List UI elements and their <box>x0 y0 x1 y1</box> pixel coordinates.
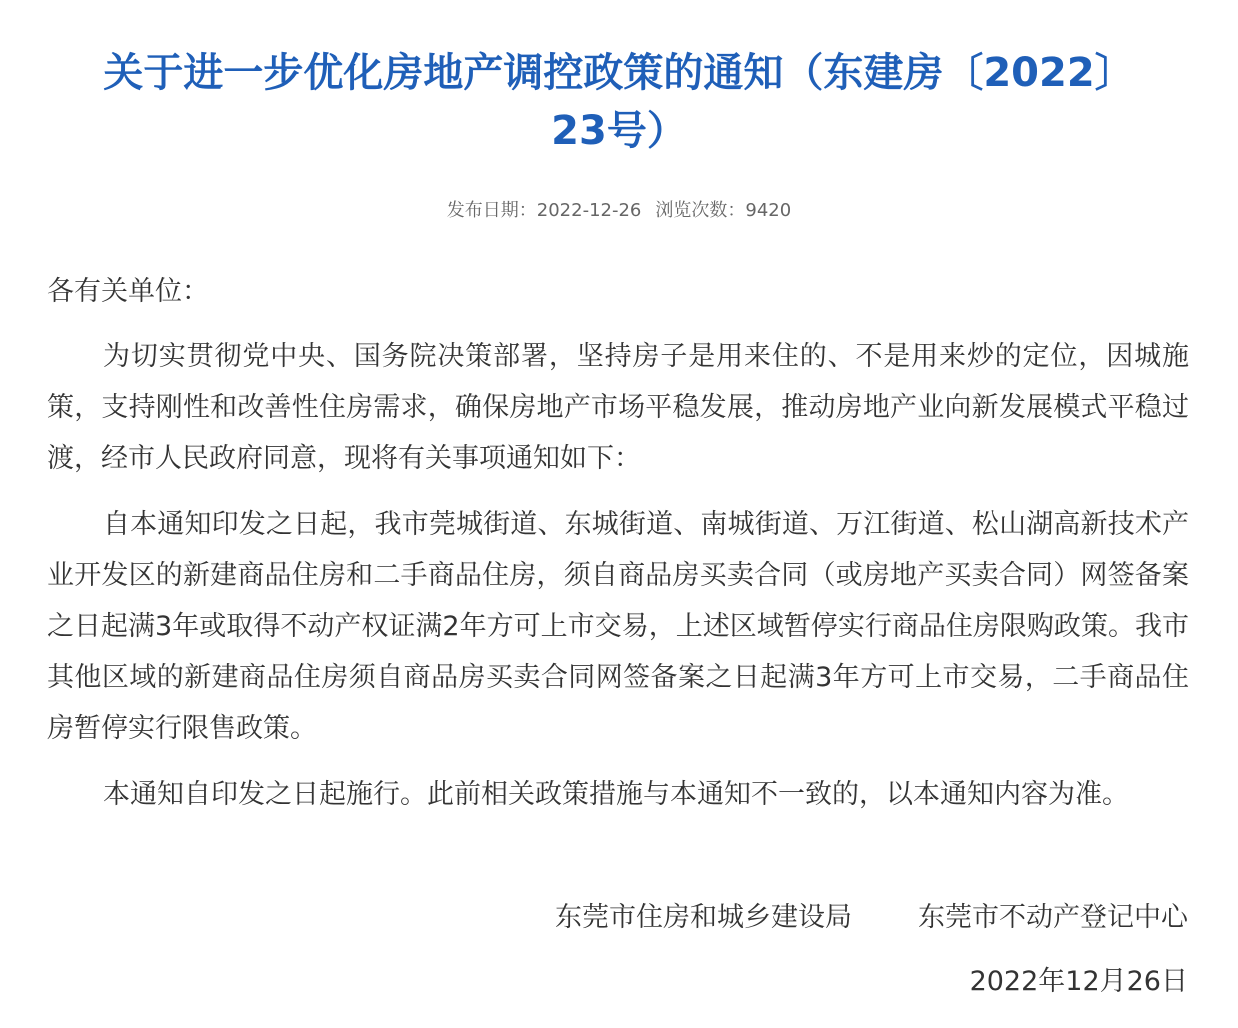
publish-date-label: 发布日期： <box>446 200 537 221</box>
signature-block <box>555 896 1188 940</box>
notice-body <box>47 266 1189 835</box>
issuer-housing-bureau: 东莞市住房和城乡建设局 <box>555 902 852 933</box>
view-count-value: 9420 <box>745 200 792 221</box>
issue-date: 2022年12月26日 <box>969 966 1188 997</box>
issuer-registration-center: 东莞市不动产登记中心 <box>918 902 1188 933</box>
publish-date-value: 2022-12-26 <box>536 200 642 221</box>
view-count-label: 浏览次数： <box>655 200 746 221</box>
salutation: 各有关单位： <box>47 276 209 307</box>
page-title: 关于进一步优化房地产调控政策的通知（东建房〔2022〕23号） <box>103 50 1135 154</box>
body-paragraph-1: 为切实贯彻党中央、国务院决策部署，坚持房子是用来住的、不是用来炒的定位，因城施策，支持刚性和改善性住房需求，确保房地产市场平稳发展，推动房地产业向新发展模式平稳过渡，经市人民政府同意，现将有关事项通知如下： <box>47 341 1189 474</box>
meta-line <box>0 198 1238 224</box>
body-paragraph-2: 自本通知印发之日起，我市莞城街道、东城街道、南城街道、万江街道、松山湖高新技术产业开发区的新建商品住房和二手商品住房，须自商品房买卖合同（或房地产买卖合同）网签备案之日起满3年或取得不动产权证满2年方可上市交易，上述区域暂停实行商品住房限购政策。我市其他区域的新建商品住房须自商品房买卖合同网签备案之日起满3年方可上市交易，二手商品住房暂停实行限售政策。 <box>47 509 1189 744</box>
body-paragraph-3: 本通知自印发之日起施行。此前相关政策措施与本通知不一致的，以本通知内容为准。 <box>103 779 1129 810</box>
